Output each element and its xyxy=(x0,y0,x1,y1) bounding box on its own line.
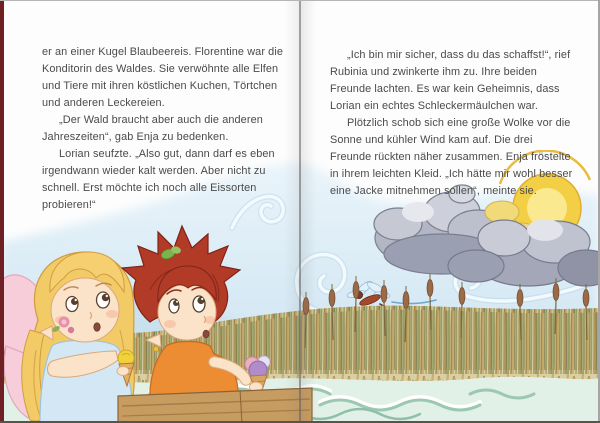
fairy-girl xyxy=(0,252,134,423)
left-paragraph-1: er an einer Kugel Blaubeereis. Florentine war die Konditorin des Waldes. Sie verwöhnte alle Elfen und Tiere mit ihren köstlichen Kuchen, Törtchen und anderen Leckereien. xyxy=(42,46,283,109)
girl-face xyxy=(51,278,119,342)
left-page-text xyxy=(42,44,292,214)
right-page-text xyxy=(330,47,576,200)
frame-top-edge xyxy=(0,0,600,1)
boy-mouth xyxy=(203,330,209,338)
earring xyxy=(153,346,158,351)
left-paragraph-2: „Der Wald braucht aber auch die anderen Jahreszeiten“, gab Enja zu bedenken. xyxy=(42,114,263,143)
left-paragraph-3: Lorian seufzte. „Also gut, dann darf es eben irgendwann wieder kalt werden. Aber nicht zu schnell. Erst möchte ich noch alle Eissorten probieren!“ xyxy=(42,148,275,211)
book-cover-left-edge xyxy=(0,0,4,423)
right-paragraph-1: „Ich bin mir sicher, dass du das schaffst!“, rief Rubinia und zwinkerte ihm zu. Ihre beiden Freunde lachten. Es war kein Geheimnis, dass Lorian ein echtes Schleckermäulchen war. xyxy=(330,49,571,112)
girl-mouth xyxy=(94,323,100,331)
right-paragraph-2: Plötzlich schob sich eine große Wolke vor die Sonne und kühler Wind kam auf. Die drei Freunde rückten näher zusammen. Enja fröstelte in ihrem leichten Kleid. „Ich hätte mir wohl besser eine Jacke mitnehmen sollen“, meinte sie. xyxy=(330,117,573,197)
page-spine xyxy=(299,0,301,423)
